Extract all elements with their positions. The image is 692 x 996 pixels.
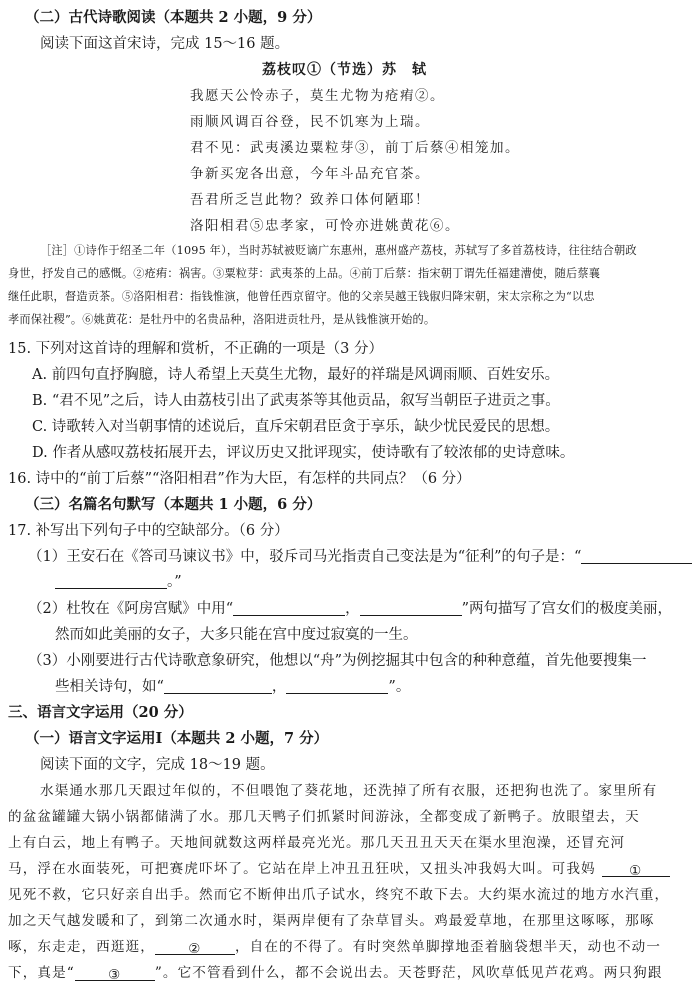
instruction-poetry: 阅读下面这首宋诗，完成 15～16 题。 xyxy=(40,36,290,52)
poem-line: 君不见：武夷溪边粟粒芽③，前丁后蔡④相笼加。 xyxy=(190,140,520,156)
instruction-language: 阅读下面的文字，完成 18～19 题。 xyxy=(40,757,275,773)
answer-blank[interactable] xyxy=(164,679,272,694)
question-17-item-1: （1）王安石在《答司马谏议书》中，驳斥司马光指责自己变法是为“征利”的句子是：“ xyxy=(28,547,692,567)
poem-line: 争新买宠各出意，今年斗品充官茶。 xyxy=(190,166,430,182)
answer-blank[interactable] xyxy=(360,601,462,616)
passage-line: 马，浮在水面装死，可把赛虎吓坏了。它站在岸上冲丑丑狂吠，又扭头冲我妈大叫。可我妈 ① xyxy=(8,859,670,879)
answer-blank[interactable] xyxy=(233,601,345,616)
question-16-stem: 16. 诗中的“前丁后蔡”“洛阳相君”作为大臣，有怎样的共同点？（6 分） xyxy=(8,471,471,487)
section-heading-poetry: （二）古代诗歌阅读（本题共 2 小题，9 分） xyxy=(25,9,322,26)
poem-line: 雨顺风调百谷登，民不饥寒为上瑞。 xyxy=(190,114,430,130)
answer-blank[interactable]: ② xyxy=(155,940,235,955)
answer-blank[interactable] xyxy=(581,549,692,564)
question-17-item-2-cont: 然而如此美丽的女子，大多只能在宫中度过寂寞的一生。 xyxy=(55,627,418,643)
section-heading-recitation: （三）名篇名句默写（本题共 1 小题，6 分） xyxy=(25,496,322,513)
part-heading-language: 三、语言文字运用（20 分） xyxy=(8,704,193,721)
passage-line: 水渠通水那几天跟过年似的，不但喂饱了葵花地，还洗掉了所有衣服，还把狗也洗了。家里所有 xyxy=(40,783,658,799)
annotation-line: 孝而保社稷”。⑥姚黄花：是牡丹中的名贵品种，洛阳进贡牡丹，是从钱惟演开始的。 xyxy=(8,313,436,326)
subsection-heading-language-1: （一）语言文字运用Ⅰ（本题共 2 小题，7 分） xyxy=(25,730,329,747)
passage-line: 上有白云，地上有鸭子。天地间就数这两样最亮光光。那几天丑丑天天在渠水里泡澡，还冒充河 xyxy=(8,835,626,851)
passage-line: 啄，东走走，西逛逛， ② ，自在的不得了。有时突然单脚撑地歪着脑袋想半天，动也不动一 xyxy=(8,939,662,957)
question-17-item-3-cont: 些相关诗句，如“ ， ”。 xyxy=(55,679,411,695)
passage-line: 的盆盆罐罐大锅小锅都储满了水。那几天鸭子们抓紧时间游泳，全都变成了新鸭子。放眼望去，天 xyxy=(8,809,640,825)
answer-blank[interactable]: ③ xyxy=(75,966,155,981)
question-15-option-b: B. “君不见”之后，诗人由荔枝引出了武夷茶等其他贡品，叙写当朝臣子进贡之事。 xyxy=(32,393,560,409)
poem-line: 我愿天公怜赤子，莫生尤物为疮痏②。 xyxy=(190,88,445,104)
answer-blank[interactable] xyxy=(286,679,388,694)
poem-line: 吾君所乏岂此物？致养口体何陋耶！ xyxy=(190,192,430,208)
answer-blank[interactable]: ① xyxy=(602,862,670,877)
annotation-line: 身世，抒发自己的感慨。②疮痏：祸害。③粟粒芽：武夷茶的上品。④前丁后蔡：指宋朝丁谓先任福建漕使，随后蔡襄 xyxy=(8,267,601,280)
poem-line: 洛阳相君⑤忠孝家，可怜亦进姚黄花⑥。 xyxy=(190,218,460,234)
passage-line: 见死不救，它只好亲自出手。然而它不断伸出爪子试水，终究不敢下去。大约渠水流过的地方水汽重， xyxy=(8,887,670,903)
question-17-item-3: （3）小刚要进行古代诗歌意象研究，他想以“舟”为例挖掘其中包含的种种意蕴，首先他要搜集一 xyxy=(28,653,647,669)
question-17-item-1-cont: 。” xyxy=(55,572,182,592)
poem-title: 荔枝叹①（节选） xyxy=(262,62,382,78)
question-15-option-a: A. 前四句直抒胸臆，诗人希望上天莫生尤物，最好的祥瑞是风调雨顺、百姓安乐。 xyxy=(32,367,560,383)
question-17-item-2: （2）杜牧在《阿房宫赋》中用“ ， ”两句描写了宫女们的极度美丽， xyxy=(28,601,673,617)
annotation-line: ［注］①诗作于绍圣二年（1095 年），当时苏轼被贬谪广东惠州，惠州盛产荔枝，苏轼写了多首荔枝诗，往往结合朝政 xyxy=(40,244,637,257)
answer-blank[interactable] xyxy=(55,574,167,589)
question-15-stem: 15. 下列对这首诗的理解和赏析，不正确的一项是（3 分） xyxy=(8,341,384,357)
poem-author: 苏 轼 xyxy=(382,62,427,78)
passage-line: 加之天气越发暖和了，到第二次通水时，渠两岸便有了杂草冒头。鸡最爱草地，在那里这啄啄，那啄 xyxy=(8,913,655,929)
question-15-option-d: D. 作者从感叹荔枝拓展开去，评议历史又批评现实，使诗歌有了较浓郁的史诗意味。 xyxy=(32,445,575,461)
question-17-stem: 17. 补写出下列句子中的空缺部分。（6 分） xyxy=(8,523,289,539)
annotation-line: 继任此职，督造贡茶。⑤洛阳相君：指钱惟演，他曾任西京留守。他的父亲吴越王钱俶归降宋朝，宋太宗称之为“以忠 xyxy=(8,290,595,303)
passage-line: 下，真是“ ③ ”。它不管看到什么，都不会说出去。天苍野茫，风吹草低见芦花鸡。两只狗跟 xyxy=(8,965,663,983)
question-15-option-c: C. 诗歌转入对当朝事情的述说后，直斥宋朝君臣贪于享乐，缺少忧民爱民的思想。 xyxy=(32,419,560,435)
